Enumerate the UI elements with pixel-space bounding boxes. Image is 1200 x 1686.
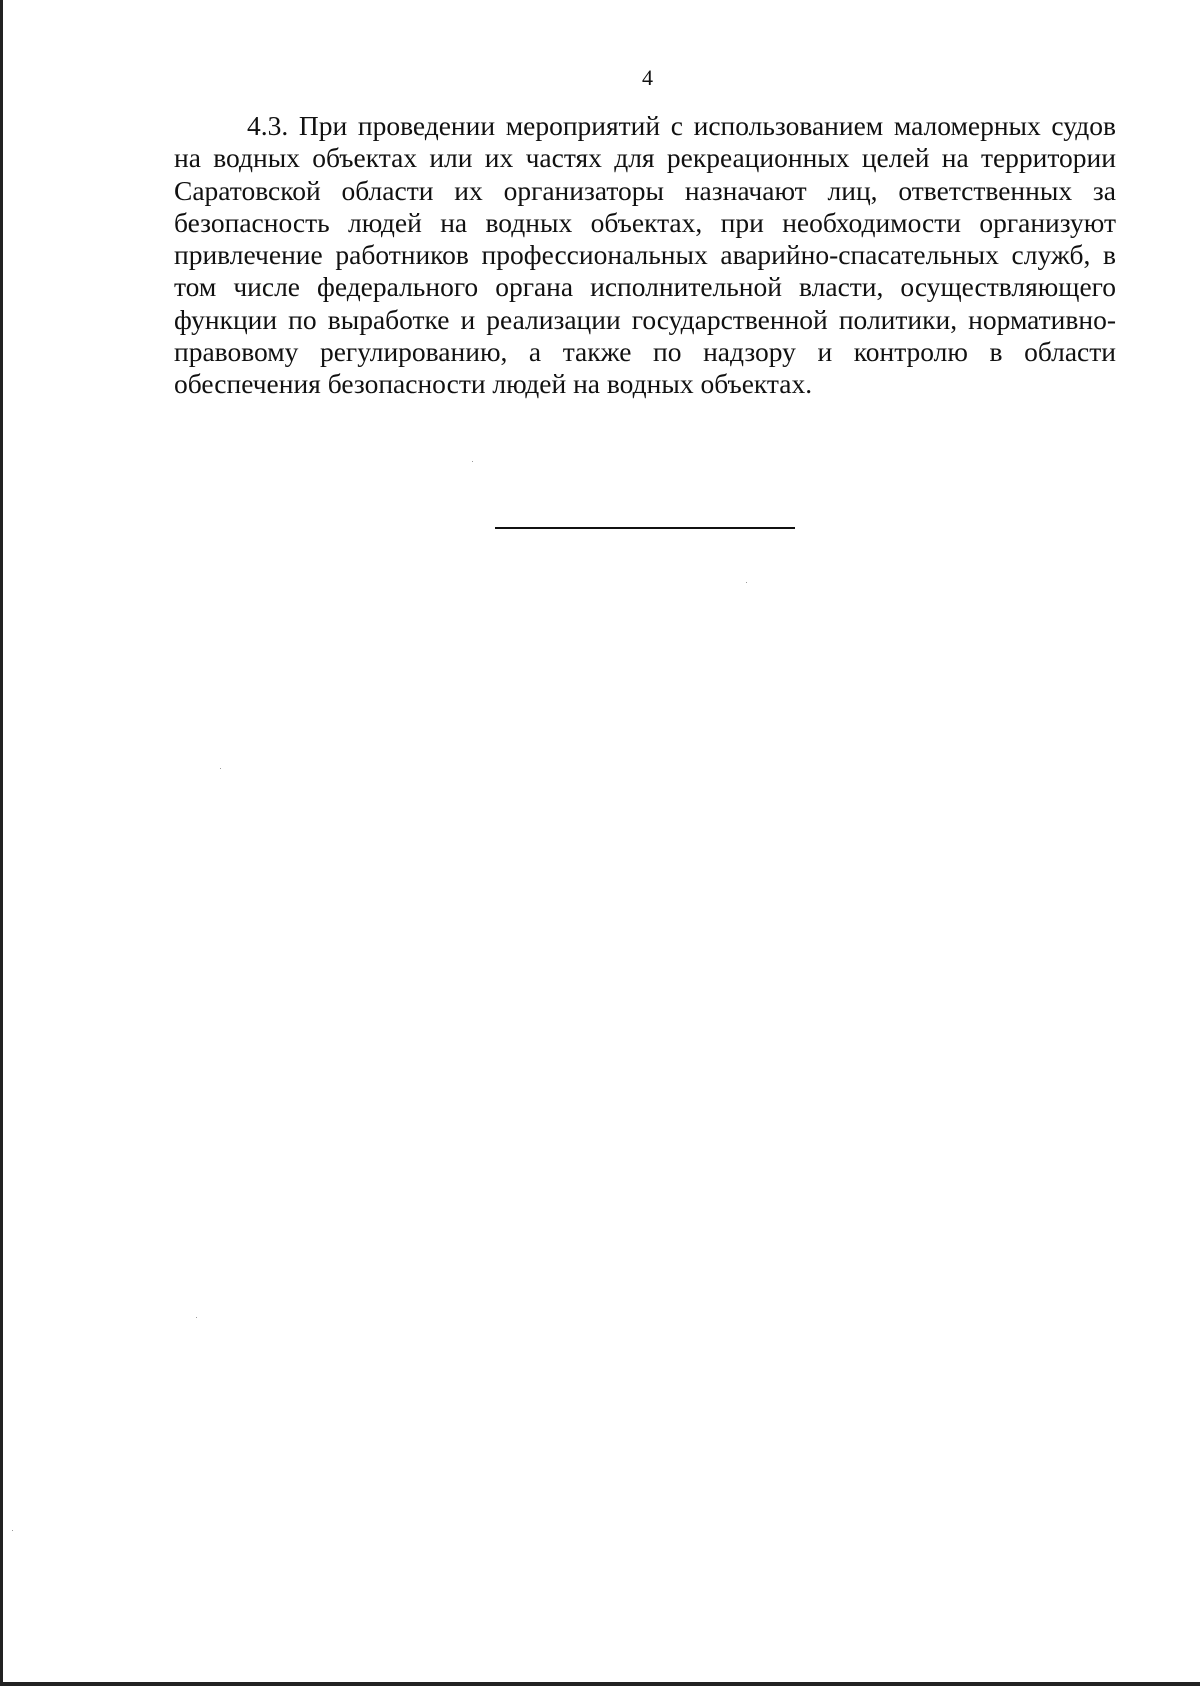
scan-speck: [12, 1530, 13, 1531]
scan-speck: [472, 461, 473, 462]
scan-edge-bottom: [0, 1682, 1200, 1686]
scan-speck: [746, 582, 747, 583]
paragraph-4-3: 4.3. При проведении мероприятий с использованием маломерных судов на водных объектах или их частях для рекреационных целей на территории Саратовской области их организаторы назначают лиц, ответственных за безопасность людей на водных объектах, при необходимости организуют привлечение работников профессиональных аварийно-спасательных служб, в том числе федерального органа исполнительной власти, осуществляющего функции по выработке и реализации государственной политики, нормативно-правовому регулированию, а также по надзору и контролю в области обеспечения безопасности людей на водных объектах.: [174, 110, 1116, 400]
scan-edge-left: [0, 0, 3, 1686]
scan-speck: [196, 1317, 197, 1318]
end-of-text-rule: [495, 527, 795, 529]
scan-speck: [220, 768, 221, 769]
page-number: 4: [642, 65, 653, 90]
